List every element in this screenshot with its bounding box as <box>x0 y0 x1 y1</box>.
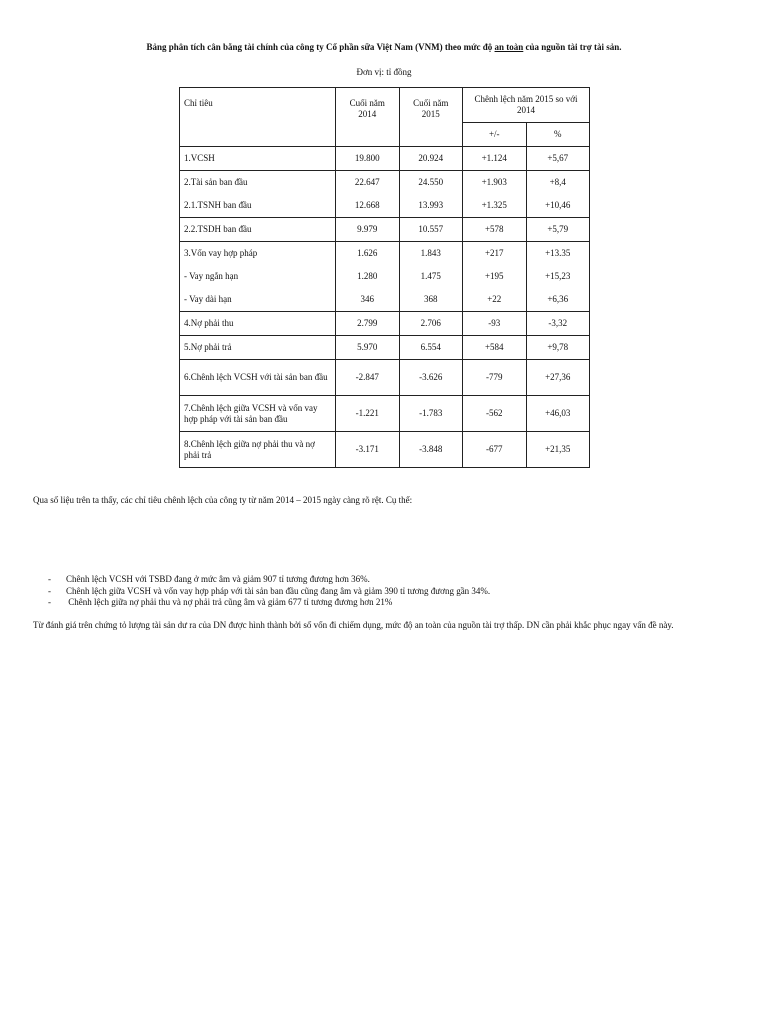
cell-value-2014: 1.626 <box>336 242 400 266</box>
cell-value-2014: -2.847 <box>336 360 400 396</box>
header-indicator: Chỉ tiêu <box>180 88 336 147</box>
cell-diff-abs: -562 <box>463 396 527 432</box>
cell-indicator: 2.2.TSDH ban đầu <box>180 218 336 242</box>
cell-diff-abs: -779 <box>463 360 527 396</box>
balance-table <box>179 87 590 468</box>
cell-value-2015: 368 <box>399 288 463 312</box>
bullet-text: Chênh lệch giữa VCSH và vốn vay hợp pháp với tài sản ban đầu cũng đang âm và giảm 390 tỉ tương đương gần 34%. <box>66 585 491 596</box>
cell-diff-abs: +584 <box>463 336 527 360</box>
table-row <box>180 265 590 288</box>
title-text: Bảng phân tích cân bằng tài chính của công ty Cổ phần sữa Việt Nam (VNM) theo mức độ <box>146 42 495 52</box>
bullet-marker: - <box>48 574 51 584</box>
cell-diff-pct: +8,4 <box>526 171 590 195</box>
cell-value-2014: 22.647 <box>336 171 400 195</box>
cell-value-2015: 20.924 <box>399 147 463 171</box>
cell-value-2015: 1.843 <box>399 242 463 266</box>
cell-value-2014: 12.668 <box>336 194 400 218</box>
cell-value-2014: 19.800 <box>336 147 400 171</box>
table-row <box>180 194 590 218</box>
cell-diff-pct: +6,36 <box>526 288 590 312</box>
cell-indicator: 2.Tài sản ban đầu <box>180 171 336 195</box>
cell-diff-abs: +578 <box>463 218 527 242</box>
bullet-item <box>48 597 490 609</box>
cell-diff-pct: +5,67 <box>526 147 590 171</box>
cell-value-2015: -1.783 <box>399 396 463 432</box>
cell-diff-pct: -3,32 <box>526 312 590 336</box>
bullet-text: Chênh lệch giữa nợ phải thu và nợ phải trả cũng âm và giảm 677 tỉ tương đương hơn 21% <box>66 597 393 607</box>
header-diff-pct: % <box>526 123 590 147</box>
cell-value-2015: 24.550 <box>399 171 463 195</box>
cell-indicator: 7.Chênh lệch giữa VCSH và vốn vay hợp pháp với tài sản ban đầu <box>180 396 336 432</box>
cell-value-2015: 1.475 <box>399 265 463 288</box>
bullet-text: Chênh lệch VCSH với TSBD đang ở mức âm và giảm 907 tỉ tương đương hơn 36%. <box>66 574 370 584</box>
cell-diff-abs: +1.903 <box>463 171 527 195</box>
table-row <box>180 396 590 432</box>
title-text-end: của nguồn tài trợ tài sản. <box>523 42 622 52</box>
cell-indicator: 8.Chênh lệch giữa nợ phải thu và nợ phải trả <box>180 432 336 468</box>
cell-indicator: - Vay dài hạn <box>180 288 336 312</box>
cell-diff-abs: -93 <box>463 312 527 336</box>
bullet-item <box>48 574 490 586</box>
cell-value-2015: 6.554 <box>399 336 463 360</box>
bullet-item <box>48 586 490 598</box>
cell-value-2014: 9.979 <box>336 218 400 242</box>
cell-indicator: 5.Nợ phải trả <box>180 336 336 360</box>
header-diff-abs: +/- <box>463 123 527 147</box>
cell-diff-pct: +27,36 <box>526 360 590 396</box>
cell-diff-pct: +21,35 <box>526 432 590 468</box>
title-underlined: an toàn <box>494 42 524 52</box>
cell-indicator: - Vay ngắn hạn <box>180 265 336 288</box>
cell-diff-abs: +195 <box>463 265 527 288</box>
cell-value-2015: -3.848 <box>399 432 463 468</box>
cell-value-2014: 2.799 <box>336 312 400 336</box>
header-2014: Cuối năm 2014 <box>336 88 400 147</box>
bullet-list <box>48 574 490 609</box>
cell-diff-pct: +10,46 <box>526 194 590 218</box>
cell-indicator: 2.1.TSNH ban đầu <box>180 194 336 218</box>
cell-value-2014: 346 <box>336 288 400 312</box>
cell-diff-pct: +5,79 <box>526 218 590 242</box>
table-row <box>180 312 590 336</box>
table-row <box>180 360 590 396</box>
cell-value-2014: -3.171 <box>336 432 400 468</box>
bullet-marker: - <box>48 597 51 607</box>
document-title <box>0 42 768 52</box>
unit-label: Đơn vị: tỉ đồng <box>356 67 412 77</box>
table-row <box>180 171 590 195</box>
cell-indicator: 4.Nợ phải thu <box>180 312 336 336</box>
cell-value-2014: -1.221 <box>336 396 400 432</box>
cell-diff-pct: +46,03 <box>526 396 590 432</box>
table-body <box>180 147 590 468</box>
header-diff: Chênh lệch năm 2015 so với 2014 <box>463 88 590 123</box>
cell-value-2015: 2.706 <box>399 312 463 336</box>
cell-value-2015: 13.993 <box>399 194 463 218</box>
cell-diff-pct: +13.35 <box>526 242 590 266</box>
table-row <box>180 147 590 171</box>
header-2015: Cuối năm 2015 <box>399 88 463 147</box>
cell-value-2015: 10.557 <box>399 218 463 242</box>
cell-value-2014: 1.280 <box>336 265 400 288</box>
cell-diff-abs: +1.124 <box>463 147 527 171</box>
cell-diff-pct: +9,78 <box>526 336 590 360</box>
cell-value-2014: 5.970 <box>336 336 400 360</box>
cell-indicator: 6.Chênh lệch VCSH với tài sản ban đầu <box>180 360 336 396</box>
conclusion-paragraph: Từ đánh giá trên chứng tỏ lượng tài sản dư ra của DN được hình thành bởi số vốn đi chiếm dụng, mức độ an toàn của nguồn tài trợ thấp. DN cần phải khắc phục ngay vấn đề này. <box>33 620 674 630</box>
table-row <box>180 336 590 360</box>
table-row <box>180 242 590 266</box>
cell-diff-abs: +22 <box>463 288 527 312</box>
cell-value-2015: -3.626 <box>399 360 463 396</box>
cell-diff-abs: +1.325 <box>463 194 527 218</box>
cell-indicator: 3.Vốn vay hợp pháp <box>180 242 336 266</box>
intro-paragraph: Qua số liệu trên ta thấy, các chỉ tiêu chênh lệch của công ty từ năm 2014 – 2015 ngày càng rõ rệt. Cụ thể: <box>33 495 413 505</box>
cell-diff-abs: +217 <box>463 242 527 266</box>
cell-indicator: 1.VCSH <box>180 147 336 171</box>
table-row <box>180 432 590 468</box>
cell-diff-pct: +15,23 <box>526 265 590 288</box>
cell-diff-abs: -677 <box>463 432 527 468</box>
table-row <box>180 288 590 312</box>
table-row <box>180 218 590 242</box>
bullet-marker: - <box>48 585 51 596</box>
